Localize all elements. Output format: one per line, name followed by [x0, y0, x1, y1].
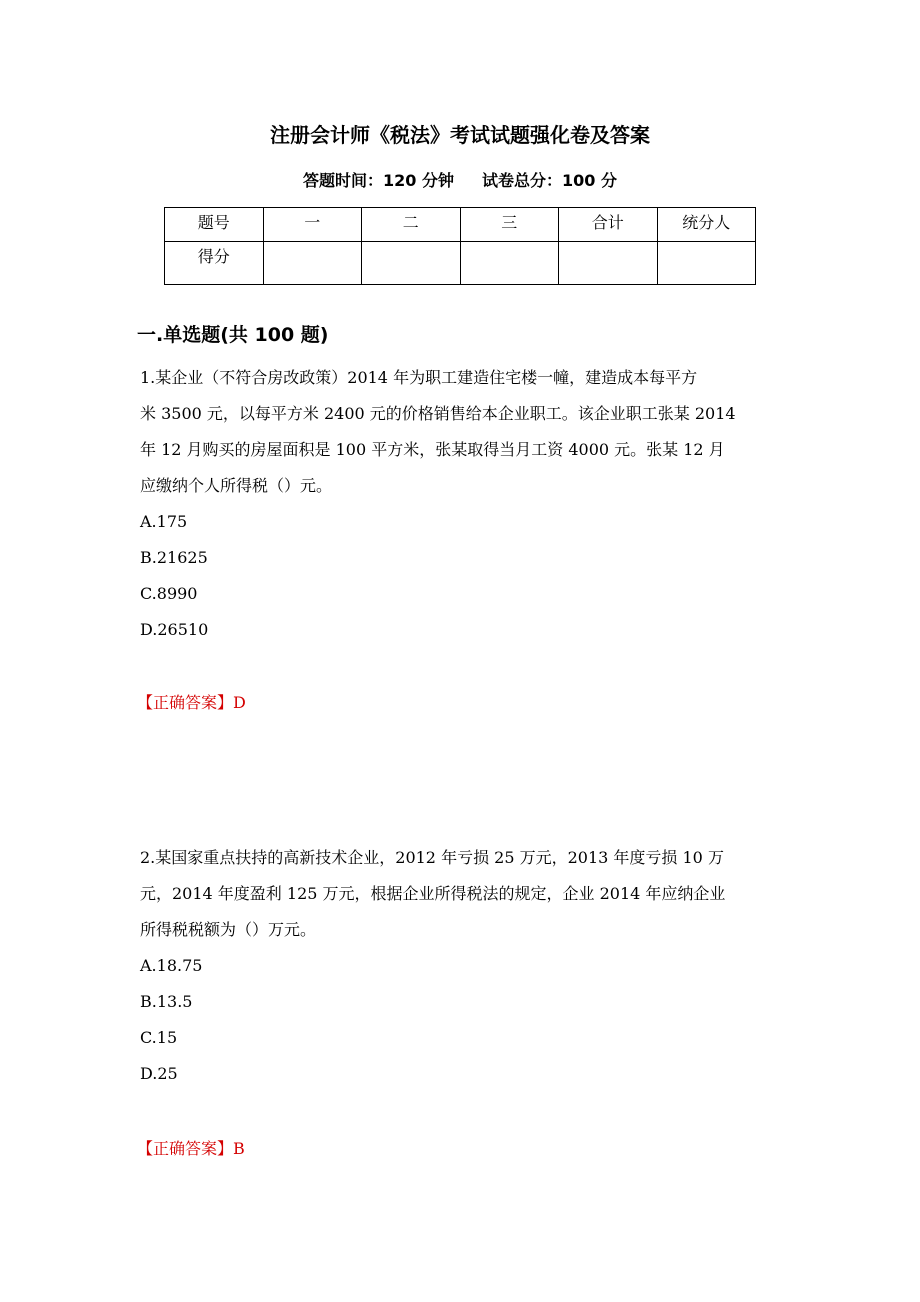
score-cell [657, 242, 756, 285]
option-c: C.15 [140, 1028, 178, 1047]
score-table-header: 一 [263, 208, 362, 242]
score-table-header: 三 [460, 208, 559, 242]
score-row-label: 得分 [165, 242, 264, 285]
score-cell [460, 242, 559, 285]
score-table-header: 合计 [559, 208, 658, 242]
question-stem-line: 米 3500 元，以每平方米 2400 元的价格销售给本企业职工。该企业职工张某 2014 [140, 404, 736, 423]
score-table-header: 二 [362, 208, 461, 242]
score-table-header: 题号 [165, 208, 264, 242]
score-cell [362, 242, 461, 285]
score-cell [263, 242, 362, 285]
correct-answer-2: 【正确答案】B [137, 1139, 245, 1158]
exam-total-score: 试卷总分：100 分 [482, 171, 617, 190]
exam-time: 答题时间：120 分钟 [303, 171, 454, 190]
question-1 [140, 360, 800, 648]
question-stem-line: 2.某国家重点扶持的高新技术企业，2012 年亏损 25 万元，2013 年度亏损 10 万 [140, 848, 724, 867]
question-stem-line: 应缴纳个人所得税（）元。 [140, 476, 333, 495]
score-table-header-row [165, 208, 756, 242]
option-d: D.25 [140, 1064, 178, 1083]
score-table-row [165, 242, 756, 285]
score-cell [559, 242, 658, 285]
exam-meta [0, 168, 920, 194]
option-b: B.21625 [140, 548, 208, 567]
question-stem-line: 所得税税额为（）万元。 [140, 920, 317, 939]
document-title: 注册会计师《税法》考试试题强化卷及答案 [270, 123, 650, 147]
question-stem-line: 1.某企业（不符合房改政策）2014 年为职工建造住宅楼一幢，建造成本每平方 [140, 368, 698, 387]
correct-answer-1: 【正确答案】D [137, 693, 246, 712]
option-d: D.26510 [140, 620, 209, 639]
score-table [164, 207, 756, 285]
option-b: B.13.5 [140, 992, 193, 1011]
option-a: A.18.75 [140, 956, 203, 975]
score-table-header: 统分人 [657, 208, 756, 242]
question-2 [140, 840, 800, 1092]
question-stem-line: 年 12 月购买的房屋面积是 100 平方米，张某取得当月工资 4000 元。张某 12 月 [140, 440, 725, 459]
option-a: A.175 [140, 512, 188, 531]
section-title: 一.单选题(共 100 题) [137, 324, 329, 346]
question-stem-line: 元，2014 年度盈利 125 万元，根据企业所得税法的规定，企业 2014 年应纳企业 [140, 884, 726, 903]
option-c: C.8990 [140, 584, 198, 603]
